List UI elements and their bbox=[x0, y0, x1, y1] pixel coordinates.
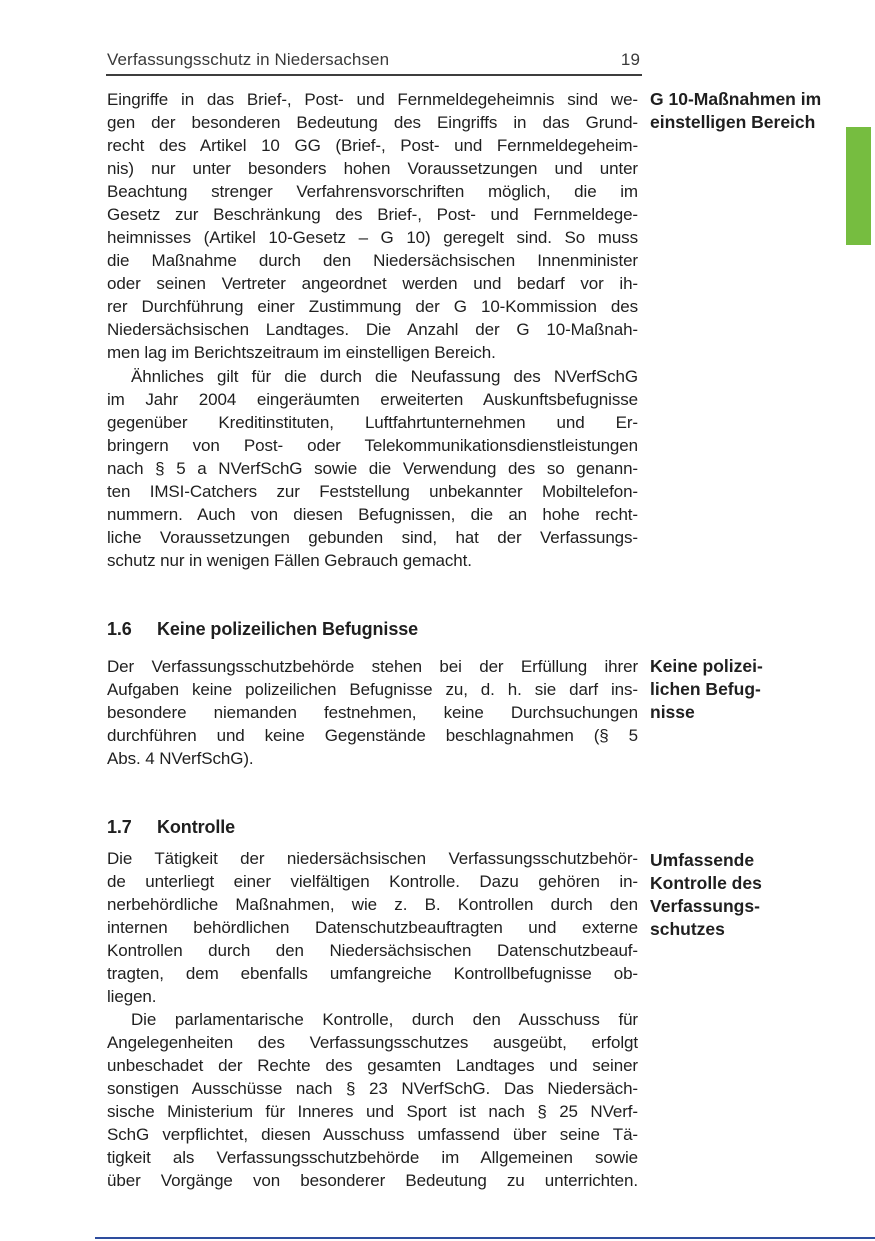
text-line: internen behördlichen Datenschutzbeauftragten und externe bbox=[107, 918, 638, 937]
text-line: über Vorgänge von besonderer Bedeutung zu unterrichten. bbox=[107, 1171, 638, 1190]
text-line: sonstigen Ausschüsse nach § 23 NVerfSchG. Das Niedersäch- bbox=[107, 1079, 638, 1098]
margin-note bbox=[650, 88, 821, 134]
text-line: ten IMSI-Catchers zur Feststellung unbekannter Mobiltelefon- bbox=[107, 482, 638, 501]
heading-title: Kontrolle bbox=[157, 817, 236, 837]
text-line: oder seinen Vertreter angeordnet werden und bedarf vor ih- bbox=[107, 274, 638, 293]
text-line: tigkeit als Verfassungsschutzbehörde im Allgemeinen sowie bbox=[107, 1148, 638, 1167]
text-line: Gesetz zur Beschränkung des Brief-, Post- und Fernmeldege- bbox=[107, 205, 638, 224]
text-line: rer Durchführung einer Zustimmung der G 10-Kommission des bbox=[107, 297, 638, 316]
running-title: Verfassungsschutz in Niedersachsen bbox=[107, 50, 390, 69]
text-line: besondere niemanden festnehmen, keine Durchsuchungen bbox=[107, 703, 638, 722]
margin-note-line: schutzes bbox=[650, 919, 725, 939]
section-heading bbox=[107, 618, 638, 641]
paragraph bbox=[107, 655, 638, 770]
margin-note bbox=[650, 849, 762, 941]
footer-rule bbox=[95, 1237, 875, 1239]
text-line: nummern. Auch von diesen Befugnissen, die an hohe recht- bbox=[107, 505, 638, 524]
margin-note-line: G 10-Maßnahmen im bbox=[650, 89, 822, 109]
text-line: gegenüber Kreditinstituten, Luftfahrtunternehmen und Er- bbox=[107, 413, 638, 432]
text-line: liche Voraussetzungen gebunden sind, hat der Verfassungs- bbox=[107, 528, 638, 547]
heading-number: 1.6 bbox=[107, 619, 132, 639]
margin-note-line: Kontrolle des bbox=[650, 873, 762, 893]
paragraph bbox=[107, 847, 638, 1008]
text-line: Kontrollen durch den Niedersächsischen Datenschutzbeauf- bbox=[107, 941, 638, 960]
heading-title: Keine polizeilichen Befugnisse bbox=[157, 619, 419, 639]
paragraph bbox=[107, 1008, 638, 1192]
text-line: nis) nur unter besonders hohen Voraussetzungen und unter bbox=[107, 159, 638, 178]
paragraph bbox=[107, 365, 638, 572]
text-line: liegen. bbox=[107, 987, 157, 1006]
text-line: SchG verpflichtet, diesen Ausschuss umfassend über seine Tä- bbox=[107, 1125, 638, 1144]
text-line: gen der besonderen Bedeutung des Eingriffs in das Grund- bbox=[107, 113, 638, 132]
main-text-column bbox=[107, 88, 638, 1192]
margin-note bbox=[650, 655, 763, 724]
text-line: sische Ministerium für Inneres und Sport ist nach § 25 NVerf- bbox=[107, 1102, 638, 1121]
text-line: Beachtung strenger Verfahrensvorschriften möglich, die im bbox=[107, 182, 638, 201]
section-heading bbox=[107, 816, 638, 839]
paragraph bbox=[107, 88, 638, 364]
text-line: men lag im Berichtszeitraum im einstelligen Bereich. bbox=[107, 343, 496, 362]
text-line: Aufgaben keine polizeilichen Befugnisse zu, d. h. sie darf ins- bbox=[107, 680, 638, 699]
text-line: nach § 5 a NVerfSchG sowie die Verwendung des so genann- bbox=[107, 459, 638, 478]
text-line: Ähnliches gilt für die durch die Neufassung des NVerfSchG bbox=[131, 367, 638, 386]
green-accent-bar bbox=[846, 127, 871, 245]
margin-note-line: lichen Befug- bbox=[650, 679, 761, 699]
header-rule bbox=[106, 74, 642, 76]
margin-note-line: Keine polizei- bbox=[650, 656, 763, 676]
text-line: Die Tätigkeit der niedersächsischen Verfassungsschutzbehör- bbox=[107, 849, 638, 868]
text-line: Angelegenheiten des Verfassungsschutzes ausgeübt, erfolgt bbox=[107, 1033, 638, 1052]
text-line: heimnisses (Artikel 10-Gesetz – G 10) geregelt sind. So muss bbox=[107, 228, 638, 247]
text-line: de unterliegt einer vielfältigen Kontrolle. Dazu gehören in- bbox=[107, 872, 638, 891]
text-line: Der Verfassungsschutzbehörde stehen bei der Erfüllung ihrer bbox=[107, 657, 638, 676]
text-line: im Jahr 2004 eingeräumten erweiterten Auskunftsbefugnisse bbox=[107, 390, 638, 409]
text-line: Die parlamentarische Kontrolle, durch den Ausschuss für bbox=[131, 1010, 638, 1029]
page-number: 19 bbox=[620, 50, 640, 69]
page-header bbox=[107, 50, 640, 70]
text-line: durchführen und keine Gegenstände beschlagnahmen (§ 5 bbox=[107, 726, 638, 745]
text-line: bringern von Post- oder Telekommunikationsdienstleistungen bbox=[107, 436, 638, 455]
heading-number: 1.7 bbox=[107, 817, 132, 837]
text-line: Niedersächsischen Landtages. Die Anzahl der G 10-Maßnah- bbox=[107, 320, 638, 339]
text-line: nerbehördliche Maßnahmen, wie z. B. Kontrollen durch den bbox=[107, 895, 638, 914]
text-line: Abs. 4 NVerfSchG). bbox=[107, 749, 254, 768]
margin-note-line: Umfassende bbox=[650, 850, 755, 870]
text-line: recht des Artikel 10 GG (Brief-, Post- und Fernmeldegeheim- bbox=[107, 136, 638, 155]
margin-note-line: einstelligen Bereich bbox=[650, 112, 816, 132]
text-line: schutz nur in wenigen Fällen Gebrauch gemacht. bbox=[107, 551, 472, 570]
text-line: unbeschadet der Rechte des gesamten Landtages und seiner bbox=[107, 1056, 638, 1075]
margin-note-line: Verfassungs- bbox=[650, 896, 760, 916]
text-line: tragten, dem ebenfalls umfangreiche Kontrollbefugnisse ob- bbox=[107, 964, 638, 983]
text-line: Eingriffe in das Brief-, Post- und Fernmeldegeheimnis sind we- bbox=[107, 90, 638, 109]
margin-note-line: nisse bbox=[650, 702, 695, 722]
text-line: die Maßnahme durch den Niedersächsischen Innenminister bbox=[107, 251, 638, 270]
